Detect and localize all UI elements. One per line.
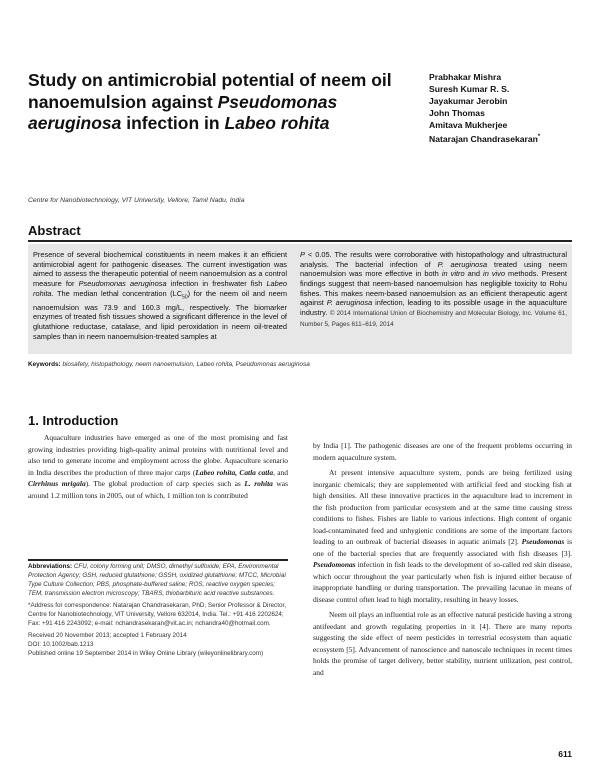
section-heading-introduction: 1. Introduction: [28, 413, 119, 428]
title-organism: Pseudomonas aeruginosa: [28, 91, 338, 133]
footnote-divider: [28, 559, 288, 561]
corresponding-mark: *: [537, 133, 541, 140]
author-name-corresponding: Natarajan Chandrasekaran*: [429, 133, 541, 144]
keywords: [28, 361, 328, 370]
author-name: Suresh Kumar R. S.: [429, 83, 510, 94]
abstract-left-column: Presence of several biochemical constituents in neem makes it an efficient antimicrobial agent for pathogenic diseases. The current investigation was aimed to assess the therapeutic potential of neem nanoemulsion as a control measure for Pseudomonas aeruginosa infection in freshwater fish Labeo rohita. The median lethal concentration $(LC_{50})$ for the neem oil and neem nanoemulsion was 73.9 and 160.3 mg/L, respectively. The biomarker enzymes of treated fish tissues showed a significant difference in the level of glutathione reductase, catalase, and lipid peroxidation in neem oil-treated samples than in neem nanoemulsion-treated samples at: [33, 250, 287, 341]
abstract-heading: Abstract: [28, 223, 81, 238]
author-name: Amitava Mukherjee: [429, 119, 508, 130]
correspondence-note: *Address for correspondence: Natarajan Chandrasekaran, PhD, Senior Professor & Director, Centre for Nanobiotechnology, VIT University, Vellore 632014, India. Tel.: +91 416 2202624; Fax: +91 416 2243092; e-mail: nchandrasekaran@vit.ac.in; nchandra40@hotmail.com.: [28, 601, 286, 627]
footnotes: [28, 563, 288, 659]
author-name: Prabhakar Mishra: [429, 72, 502, 82]
abstract-divider: [28, 240, 572, 242]
paper-title: [28, 70, 413, 135]
title-host: Labeo rohita: [224, 113, 330, 133]
title-part-1: Study on antimicrobial potential of neem oil nanoemulsion against: [28, 70, 392, 112]
page-number: 611: [558, 749, 572, 759]
body-left-column: [28, 432, 288, 501]
doi: DOI: 10.1002/bab.1213: [28, 640, 94, 648]
title-part-2: infection in: [121, 113, 225, 133]
publication-note: Published online 19 September 2014 in Wiley Online Library (wileyonlinelibrary.com): [28, 649, 264, 657]
copyright-line: © 2014 International Union of Biochemistry and Molecular Biology, Inc. Volume 61, Number 5, Pages 611–619, 2014: [300, 309, 567, 328]
received-date: Received 20 November 2013; accepted 1 February 2014: [28, 631, 187, 639]
paragraph: by India [1]. The pathogenic diseases are one of the frequent problems occurring in modern aquaculture system.: [313, 441, 572, 462]
keywords-label: Keywords:: [28, 361, 61, 368]
author-name: Jayakumar Jerobin: [429, 95, 508, 106]
paragraph: At present intensive aquaculture system, ponds are being fertilized using inorganic chemicals; they are supplemented with artificial feed and stocking fish at high densities. All these innovative practices in the aquaculture lead to increment in the fish production from particular ecosystem and at the same time causing stress conditions to fishes. Fishes are liable to various infections. High content of organic load-contaminated feed and unhygienic conditions are some of the important factors leading to an outbreak of bacterial diseases in aquatic animals [2]. Pseudomonas is one of the bacterial species that are frequently associated with fish diseases [3]. Pseudomonas infection in fish leads to the development of so-called red skin disease, which occur throughout the year particularly when fish is injured either because of inappropriate handling or during transportation. The prevailing lacunae in means of disease control often lead to high mortality, resulting in heavy losses.: [313, 468, 572, 604]
author-list: [429, 72, 589, 145]
affiliation: Centre for Nanobiotechnology, VIT University, Vellore, Tamil Nadu, India: [28, 197, 245, 204]
paragraph: Aquaculture industries have emerged as one of the most promising and fast growing industries providing high-quality animal proteins with nutritional level and also tend to generate income and employment across the globe. Aquaculture scenario in India describes the production of three major carps (Labeo rohita, Catla catla, and Cirrhinus mrigala). The global production of carp species such as L. rohita was around 1.2 million tons in 2005, out of which, 1 million ton is contributed: [28, 433, 288, 500]
abbreviations-note: Abbreviations: CFU, colony forming unit; DMSO, dimethyl sulfoxide; EPA, Environmental Protection Agency; GSH, reduced glutathione; GSSH, oxidized glutathione; MTCC, Microbial Type Culture Collection; PBS, phosphate-buffered saline; ROS, reactive oxygen species; TEM, transmission electron microscopy; TBARS, thiobarbituric acid reactive substances.: [28, 563, 286, 597]
keywords-text: biosafety, histopathology, neem nanoemulsion, Labeo rohita, Pseudomonas aeruginosa: [62, 361, 310, 368]
author-name: John Thomas: [429, 107, 485, 118]
paragraph: Neem oil plays an influential role as an effective natural pesticide having a strong antifeedant and growth regulating properties in it [4]. There are many reports suggesting the side effect of neem pesticides in terrestrial ecosystem than aquatic ecosystem [5]. Advancement of nanoscience and nanoscale techniques in recent times holds the promise of target delivery, better stability, nutrient utilization, pest control, and: [313, 610, 572, 677]
body-right-column: [313, 440, 572, 678]
abstract-right-column: P < 0.05. The results were corroborative with histopathology and ultrastructural analysis. The bacterial infection of P. aeruginosa treated using neem nanoemulsion was more effective in both in vitro and in vivo methods. Present findings suggest that neem-based nanoemulsion has negligible toxicity to Rohu fishes. This makes neem-based nanoemulsion as an efficient therapeutic agent against P. aeruginosa infection, leading to its possible usage in the aquaculture industry. © 2014 International Union of Biochemistry and Molecular Biology, Inc. Volume 61, Number 5, Pages 611–619, 2014: [300, 250, 568, 328]
